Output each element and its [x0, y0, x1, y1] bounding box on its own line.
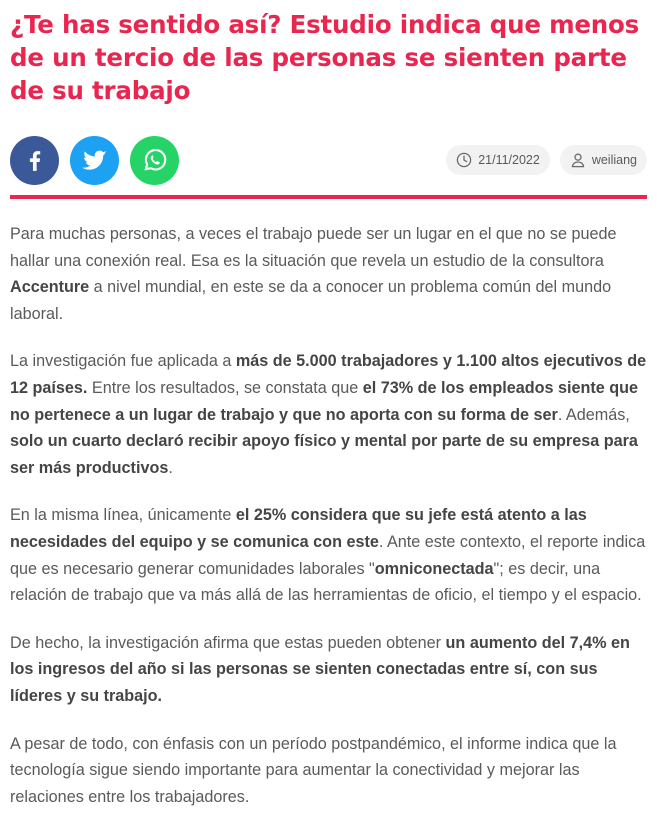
title-divider	[10, 195, 647, 199]
paragraph-3: En la misma línea, únicamente el 25% considera que su jefe está atento a las necesidades del equipo y se comunica con este. Ante este contexto, el reporte indica que es necesario generar comunidades laborales "omniconectada"; es decir, una relación de trabajo que va más allá de las herramientas de oficio, el tiempo y el espacio.	[10, 506, 646, 605]
author-badge[interactable]	[560, 145, 647, 175]
article-title: ¿Te has sentido así? Estudio indica que menos de un tercio de las personas se sienten parte de su trabajo	[10, 10, 640, 105]
meta-info	[446, 145, 647, 175]
share-buttons	[10, 136, 179, 185]
whatsapp-icon	[141, 146, 169, 174]
paragraph-1: Para muchas personas, a veces el trabajo puede ser un lugar en el que no se puede hallar una conexión real. Esa es la situación que revela un estudio de la consultora Accenture a nivel mundial, en este se da a conocer un problema común del mundo laboral.	[10, 225, 617, 323]
paragraph-2: La investigación fue aplicada a más de 5.000 trabajadores y 1.100 altos ejecutivos de 12 países. Entre los resultados, se constata que el 73% de los empleados siente que no pertenece a un lugar de trabajo y que no aporta con su forma de ser. Además, solo un cuarto declaró recibir apoyo físico y mental por parte de su empresa para ser más productivos.	[10, 352, 647, 477]
twitter-icon	[81, 146, 109, 174]
article-meta-row	[10, 135, 647, 185]
share-whatsapp-button[interactable]	[130, 136, 179, 185]
paragraph-4: De hecho, la investigación afirma que estas pueden obtener un aumento del 7,4% en los ingresos del año si las personas se sienten conectadas entre sí, con sus líderes y su trabajo.	[10, 633, 630, 705]
article-body	[10, 221, 647, 810]
paragraph-5: A pesar de todo, con énfasis con un período postpandémico, el informe indica que la tecnología sigue siendo importante para aumentar la conectividad y mejorar las relaciones entre los trabajadores.	[10, 734, 617, 806]
share-twitter-button[interactable]	[70, 136, 119, 185]
share-facebook-button[interactable]	[10, 136, 59, 185]
author-name: weiliang	[591, 153, 637, 167]
user-icon	[570, 152, 586, 168]
facebook-icon	[22, 147, 48, 173]
date-badge	[446, 145, 550, 175]
publish-date: 21/11/2022	[478, 153, 540, 167]
clock-icon	[456, 152, 472, 168]
